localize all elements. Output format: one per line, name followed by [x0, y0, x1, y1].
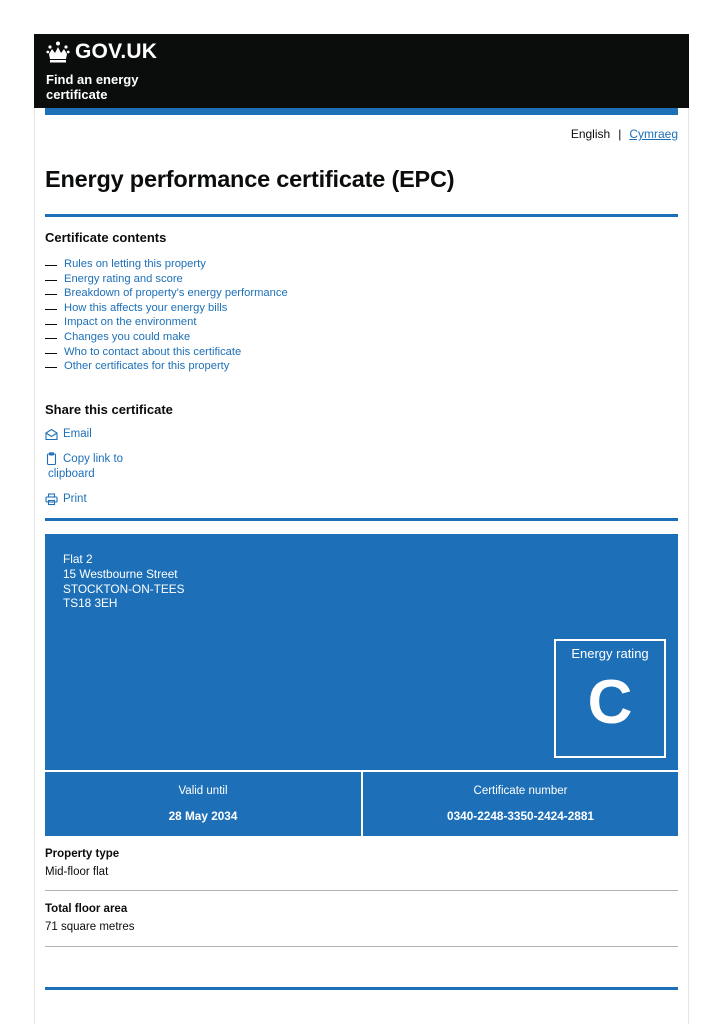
dash-icon: [45, 353, 57, 354]
section-divider: [45, 987, 678, 990]
envelope-icon: [45, 428, 58, 441]
language-separator: |: [618, 127, 622, 141]
dash-icon: [45, 324, 57, 325]
contents-item: [45, 301, 288, 316]
summary-value: 71 square metres: [45, 921, 135, 933]
certificate-details-row: [45, 772, 678, 836]
contents-item: [45, 359, 288, 374]
address-line-2: 15 Westbourne Street: [63, 566, 178, 581]
language-current: English: [570, 127, 611, 141]
dash-icon: [45, 309, 57, 310]
contents-link-environment[interactable]: Impact on the environment: [64, 316, 197, 329]
valid-until-cell: [45, 772, 361, 836]
energy-rating-label: Energy rating: [571, 646, 649, 661]
share-copy-label: Copy link to clipboard: [48, 453, 124, 480]
contents-link-energy-rating[interactable]: Energy rating and score: [64, 272, 183, 285]
section-divider: [45, 214, 678, 217]
language-switcher: [571, 127, 678, 141]
energy-rating-box: [554, 639, 666, 758]
contents-link-contact[interactable]: Who to contact about this certificate: [64, 345, 242, 358]
epc-summary-panel: [45, 534, 678, 770]
energy-rating-letter: C: [587, 668, 633, 737]
dash-icon: [45, 367, 57, 368]
contents-link-breakdown[interactable]: Breakdown of property’s energy performance: [64, 287, 288, 300]
language-cymraeg-link[interactable]: Cymraeg: [629, 127, 678, 141]
share-email-link[interactable]: [45, 428, 92, 441]
property-address: [63, 552, 184, 611]
certificate-number-label: Certificate number: [473, 785, 568, 797]
dash-icon: [45, 294, 57, 295]
contents-link-other-certificates[interactable]: Other certificates for this property: [64, 360, 230, 373]
contents-heading: Certificate contents: [45, 230, 167, 245]
valid-until-value: 28 May 2034: [168, 809, 238, 823]
section-divider: [45, 518, 678, 521]
summary-key: Total floor area: [45, 903, 128, 915]
summary-value: Mid-floor flat: [45, 866, 109, 878]
govuk-header: [34, 34, 689, 108]
valid-until-label: Valid until: [178, 785, 228, 797]
contents-list: [45, 257, 288, 374]
share-email-label: Email: [63, 428, 92, 440]
govuk-logo-link[interactable]: [46, 40, 157, 64]
crown-icon: [46, 41, 70, 63]
dash-icon: [45, 265, 57, 266]
dash-icon: [45, 280, 57, 281]
address-line-1: Flat 2: [63, 552, 93, 566]
contents-item: [45, 272, 288, 287]
address-line-3: STOCKTON-ON-TEES: [63, 581, 185, 596]
contents-link-energy-bills[interactable]: How this affects your energy bills: [64, 301, 228, 314]
summary-row-floor-area: [45, 903, 678, 947]
summary-row-property-type: [45, 848, 678, 891]
contents-link-changes[interactable]: Changes you could make: [64, 330, 191, 343]
contents-item: [45, 286, 288, 301]
address-postcode: TS18 3EH: [63, 596, 118, 611]
certificate-number-value: 0340-2248-3350-2424-2881: [447, 809, 594, 823]
contents-item: [45, 345, 288, 360]
share-heading: Share this certificate: [45, 402, 173, 417]
contents-item: [45, 315, 288, 330]
contents-item: [45, 257, 288, 272]
share-print-label: Print: [63, 493, 87, 505]
summary-key: Property type: [45, 848, 120, 860]
contents-item: [45, 330, 288, 345]
contents-link-letting-rules[interactable]: Rules on letting this property: [64, 258, 206, 270]
certificate-number-cell: [363, 772, 678, 836]
page-title: Energy performance certificate (EPC): [45, 166, 455, 192]
service-name-link[interactable]: Find an energy certificate: [46, 72, 139, 102]
share-copy-link[interactable]: [45, 452, 145, 482]
dash-icon: [45, 338, 57, 339]
header-accent-bar: [45, 108, 678, 115]
printer-icon: [45, 493, 58, 506]
govuk-logo-text: GOV.UK: [75, 40, 158, 63]
share-print-link[interactable]: [45, 493, 87, 506]
